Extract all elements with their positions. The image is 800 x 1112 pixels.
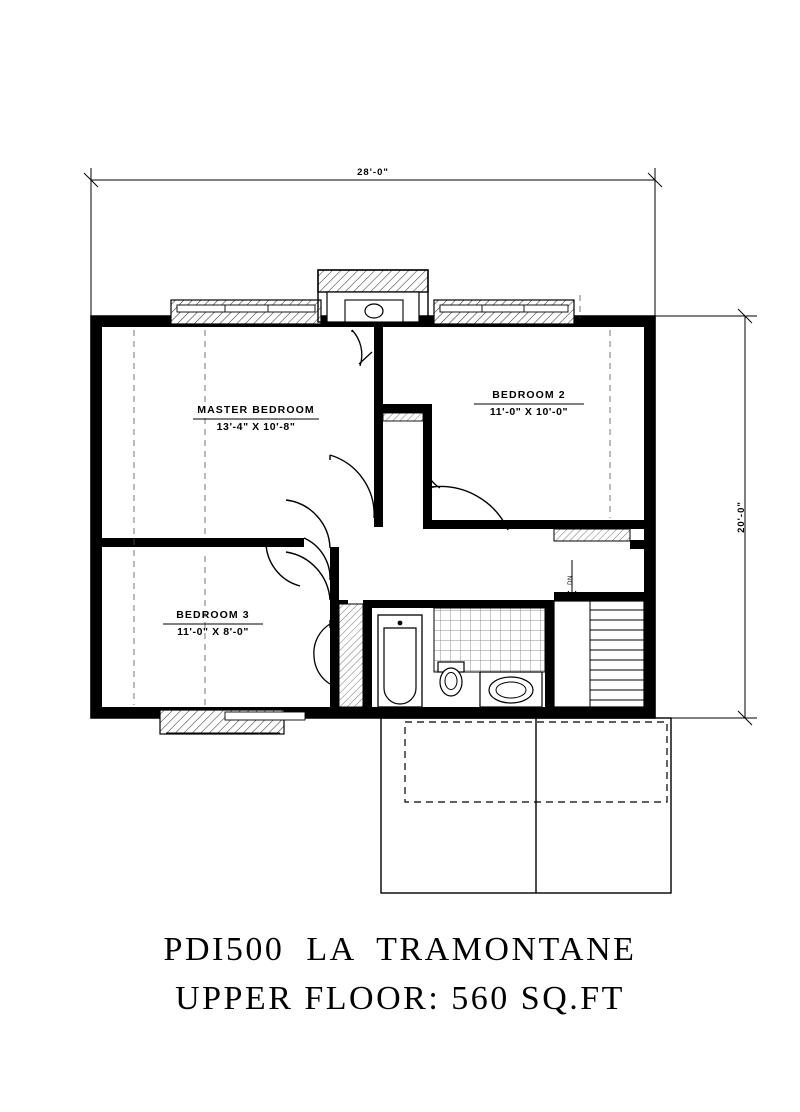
vanity-sink: [480, 672, 542, 707]
top-center-bump: [318, 270, 428, 322]
bedroom-2-name: BEDROOM 2: [492, 389, 566, 401]
closet-bedroom-2: [383, 413, 423, 421]
stair-direction-label: DN: [568, 575, 574, 585]
plan-caption: [0, 925, 800, 1024]
caption-line-title: PDI500 LA TRAMONTANE: [163, 931, 637, 968]
linen-closet: [554, 529, 630, 541]
bathroom: [372, 608, 545, 707]
staircase: [554, 560, 644, 707]
bedroom-3-name: BEDROOM 3: [176, 609, 250, 621]
bathtub: [378, 615, 422, 707]
lower-roof-outline: [381, 718, 671, 893]
door-bedroom-3: [314, 620, 330, 684]
window-bedroom-3: [160, 710, 305, 734]
window-bedroom-2: [434, 300, 574, 324]
label-bedroom-2: [474, 389, 584, 418]
overall-depth-dimension: 20'-0": [736, 501, 747, 533]
window-master-bedroom: [171, 300, 321, 324]
bedroom-3-dims: 11'-0" X 8'-0": [177, 626, 249, 638]
closet-master: [339, 604, 363, 707]
master-bedroom-dims: 13'-4" X 10'-8": [216, 421, 296, 433]
door-master-top: [352, 330, 372, 366]
master-bedroom-name: MASTER BEDROOM: [197, 404, 315, 416]
toilet: [438, 662, 464, 696]
bedroom-2-dims: 11'-0" X 10'-0": [489, 406, 569, 418]
label-bedroom-3: [163, 609, 263, 638]
label-master-bedroom: [193, 404, 319, 433]
overall-width-dimension: 28'-0": [357, 167, 389, 178]
caption-line-area: UPPER FLOOR: 560 SQ.FT: [175, 980, 625, 1018]
